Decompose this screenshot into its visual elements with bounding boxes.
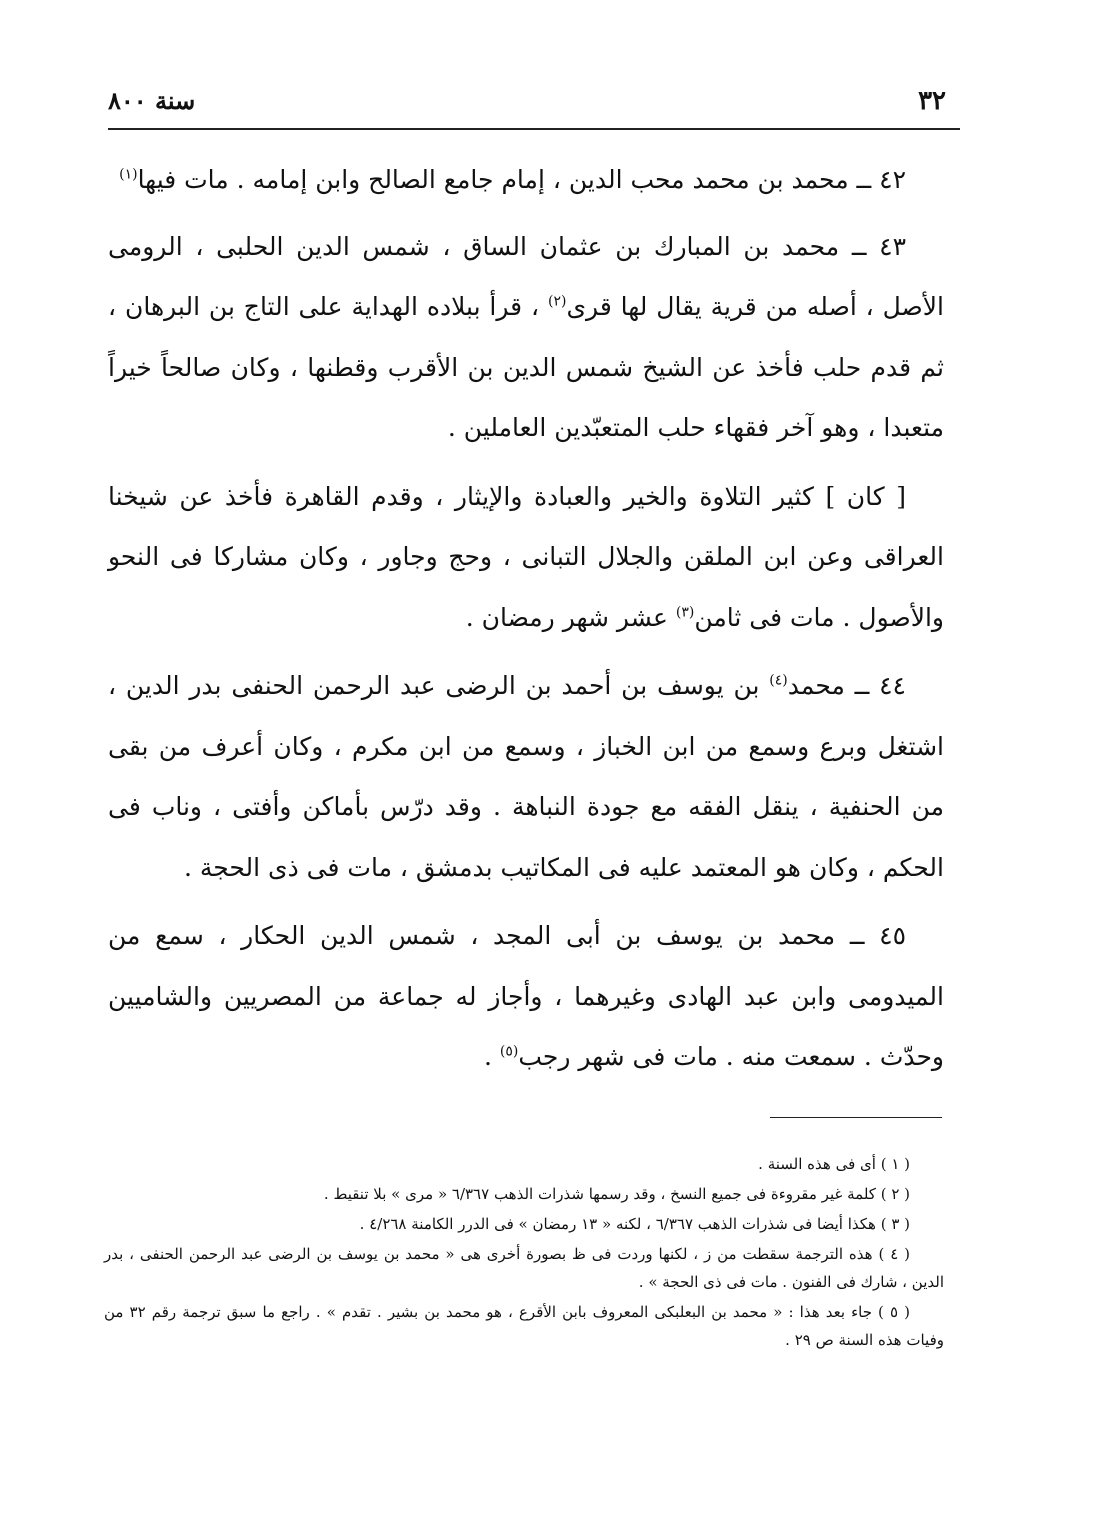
- page-number: ٣٢: [918, 86, 946, 116]
- footnote-3: [104, 1210, 944, 1238]
- entry-45-text-b: .: [483, 1042, 500, 1071]
- footnote-5-text: ( ٥ ) جاء بعد هذا : « محمد بن البعلبكى المعروف بابن الأقرع ، هو محمد بن بشير . تقدم » . راجع ما سبق ترجمة رقم ٣٢ من وفيات هذه السنة ص ٢٩ .: [104, 1303, 944, 1349]
- running-head: سنة ٨٠٠: [108, 86, 196, 115]
- footnote-2: [104, 1180, 944, 1208]
- footnote-marker-3: (٣): [675, 604, 695, 621]
- footnote-3-text: ( ٣ ) هكذا أيضا فى شذرات الذهب ٦/٣٦٧ ، لكنه « ١٣ رمضان » فى الدرر الكامنة ٤/٢٦٨ .: [359, 1215, 910, 1233]
- footnote-4: [104, 1240, 944, 1296]
- entry-43-addition-text-a: [ كان ] كثير التلاوة والخير والعبادة والإيثار ، وقدم القاهرة فأخذ عن شيخنا العراقى وعن ابن الملقن والجلال التبانى ، وحج وجاور ، وكان مشاركا فى النحو والأصول . مات فى ثامن: [108, 481, 944, 632]
- entry-45-text-a: ٤٥ ــ محمد بن يوسف بن أبى المجد ، شمس الدين الحكار ، سمع من الميدومى وابن عبد الهادى وغيرهما ، وأجاز له جماعة من المصريين والشاميين وحدّث . سمعت منه . مات فى شهر رجب: [108, 921, 944, 1071]
- header-rule: [108, 128, 960, 130]
- footnote-separator: [770, 1117, 942, 1118]
- entry-44-text-b: بن يوسف بن أحمد بن الرضى عبد الرحمن الحنفى بدر الدين ، اشتغل وبرع وسمع من ابن الخباز ، وسمع من ابن مكرم ، وكان أعرف من بقى من الحنفية ، ينقل الفقه مع جودة النباهة . وقد درّس بأماكن وأفتى ، وناب فى الحكم ، وكان هو المعتمد عليه فى المكاتيب بدمشق ، مات فى ذى الحجة .: [108, 671, 944, 882]
- entry-43-text-a: ٤٣ ــ محمد بن المبارك بن عثمان الساق ، شمس الدين الحلبى ، الرومى الأصل ، أصله من قرية يقال لها قرى: [108, 231, 944, 321]
- footnote-1: [104, 1150, 944, 1178]
- footnote-marker-5: (٥): [499, 1043, 519, 1060]
- entry-43-addition: [108, 467, 944, 649]
- footnote-marker-2: (٢): [547, 293, 567, 310]
- entry-42: [108, 150, 944, 211]
- entry-42-text: ٤٢ ــ محمد بن محمد محب الدين ، إمام جامع الصالح وابن إمامه . مات فيها: [137, 165, 906, 194]
- footnote-marker-4: (٤): [769, 672, 788, 689]
- footnote-marker-1: (١): [119, 166, 138, 183]
- footnotes: [104, 1150, 944, 1356]
- entry-43-addition-text-b: عشر شهر رمضان .: [465, 602, 676, 632]
- footnote-1-text: ( ١ ) أى فى هذه السنة .: [758, 1155, 910, 1173]
- footnote-2-text: ( ٢ ) كلمة غير مقروءة فى جميع النسخ ، وقد رسمها شذرات الذهب ٦/٣٦٧ « مرى » بلا تنقيط .: [323, 1185, 910, 1203]
- entry-43: [108, 217, 944, 459]
- main-text: [108, 150, 944, 1088]
- entry-43-text-b: ، قرأ ببلاده الهداية على التاج بن البرهان ، ثم قدم حلب فأخذ عن الشيخ شمس الدين بن الأقرب وقطنها ، وكان صالحاً خيراً متعبدا ، وهو آخر فقهاء حلب المتعبّدين العاملين .: [108, 292, 944, 442]
- footnote-4-text: ( ٤ ) هذه الترجمة سقطت من ز ، لكنها وردت فى ظ بصورة أخرى هى « محمد بن يوسف بن الرضى عبد الرحمن الحنفى ، بدر الدين ، شارك فى الفنون . مات فى ذى الحجة » .: [104, 1245, 944, 1291]
- entry-44-text-a: ٤٤ ــ محمد: [787, 671, 906, 700]
- footnote-5: [104, 1298, 944, 1354]
- page-header: [108, 86, 960, 126]
- entry-45: [108, 906, 944, 1088]
- entry-44: [108, 656, 944, 898]
